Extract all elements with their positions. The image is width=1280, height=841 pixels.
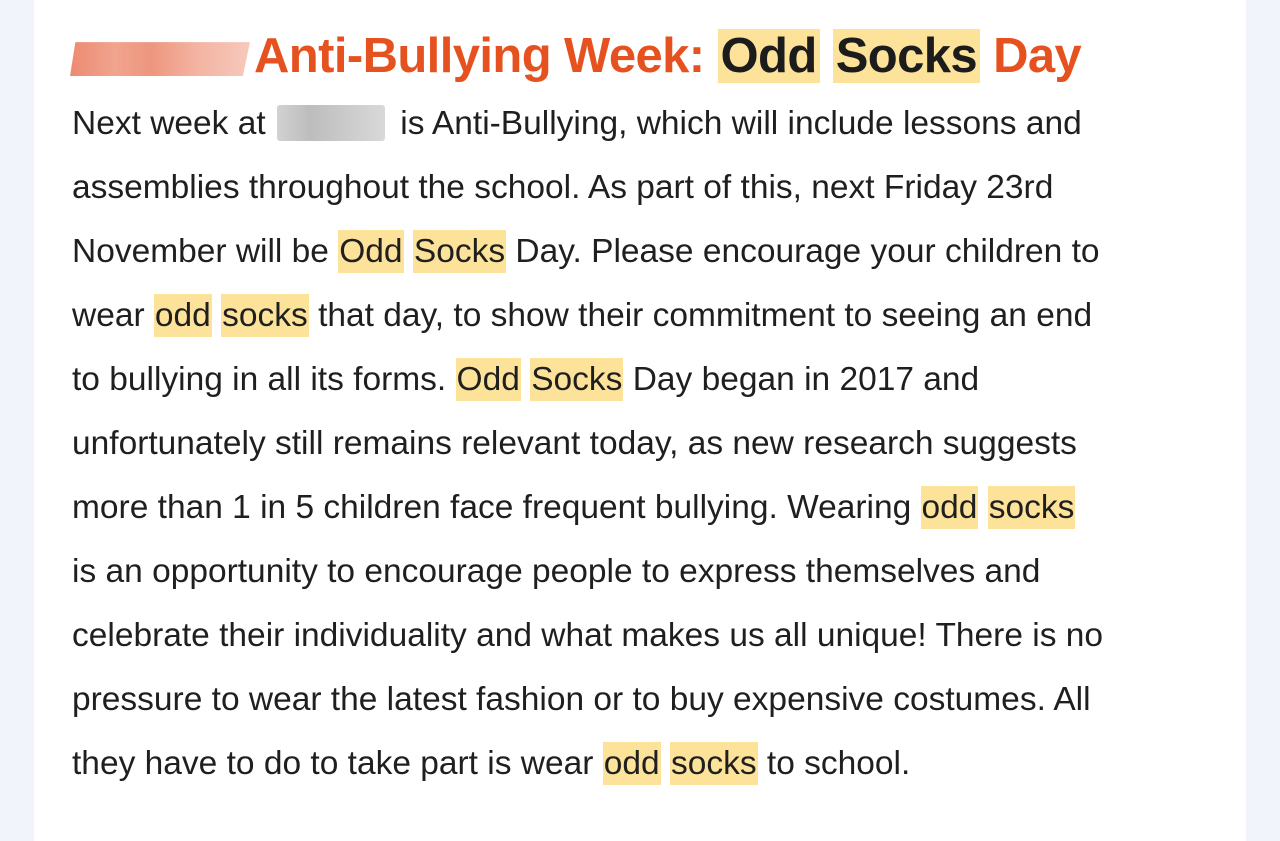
body-line bbox=[72, 668, 1202, 732]
highlight-odd: Odd bbox=[456, 358, 521, 401]
text-run: they have to do to take part is wear bbox=[72, 745, 603, 782]
body-line bbox=[72, 284, 1202, 348]
body-line bbox=[72, 732, 1202, 796]
text-run: that day, to show their commitment to seeing an end bbox=[308, 297, 1093, 334]
title-prefix: Anti-Bullying Week: bbox=[254, 29, 718, 83]
body-line bbox=[72, 92, 1202, 156]
highlight-socks: socks bbox=[670, 742, 758, 785]
body-line bbox=[72, 604, 1202, 668]
text-run: to bullying in all its forms. bbox=[72, 361, 456, 398]
text-run: wear bbox=[72, 297, 154, 334]
highlight-socks: socks bbox=[988, 486, 1076, 529]
text-run: to school. bbox=[757, 745, 911, 782]
title-highlight-socks: Socks bbox=[833, 29, 980, 83]
text-run: Day began in 2017 and bbox=[623, 361, 980, 398]
text-run: more than 1 in 5 children face frequent bullying. Wearing bbox=[72, 489, 921, 526]
text-run: celebrate their individuality and what makes us all unique! There is no bbox=[72, 617, 1104, 654]
title-highlight-odd: Odd bbox=[718, 29, 820, 83]
body-line bbox=[72, 348, 1202, 412]
body-line bbox=[72, 540, 1202, 604]
text-run: unfortunately still remains relevant today, as new research suggests bbox=[72, 425, 1077, 462]
highlight-socks: Socks bbox=[530, 358, 623, 401]
text-run: is an opportunity to encourage people to express themselves and bbox=[72, 553, 1041, 590]
highlight-odd: Odd bbox=[338, 230, 403, 273]
text-run: is Anti-Bullying, which will include lessons and bbox=[390, 105, 1082, 142]
redacted-school-name bbox=[277, 105, 385, 141]
text-run: pressure to wear the latest fashion or to buy expensive costumes. All bbox=[72, 681, 1091, 718]
body-line bbox=[72, 220, 1202, 284]
redacted-school-name bbox=[70, 42, 250, 76]
text-run: November will be bbox=[72, 233, 339, 270]
highlight-odd: odd bbox=[921, 486, 979, 529]
title-suffix: Day bbox=[993, 29, 1082, 83]
body-line bbox=[72, 476, 1202, 540]
article-title bbox=[72, 26, 1081, 86]
highlight-odd: odd bbox=[154, 294, 212, 337]
article-body bbox=[72, 92, 1202, 796]
body-line bbox=[72, 156, 1202, 220]
text-run: assemblies throughout the school. As part of this, next Friday 23rd bbox=[72, 169, 1054, 206]
highlight-socks: socks bbox=[221, 294, 309, 337]
highlight-socks: Socks bbox=[413, 230, 506, 273]
text-run: Day. Please encourage your children to bbox=[506, 233, 1100, 270]
body-line bbox=[72, 412, 1202, 476]
highlight-odd: odd bbox=[603, 742, 661, 785]
text-run: Next week at bbox=[72, 105, 275, 142]
